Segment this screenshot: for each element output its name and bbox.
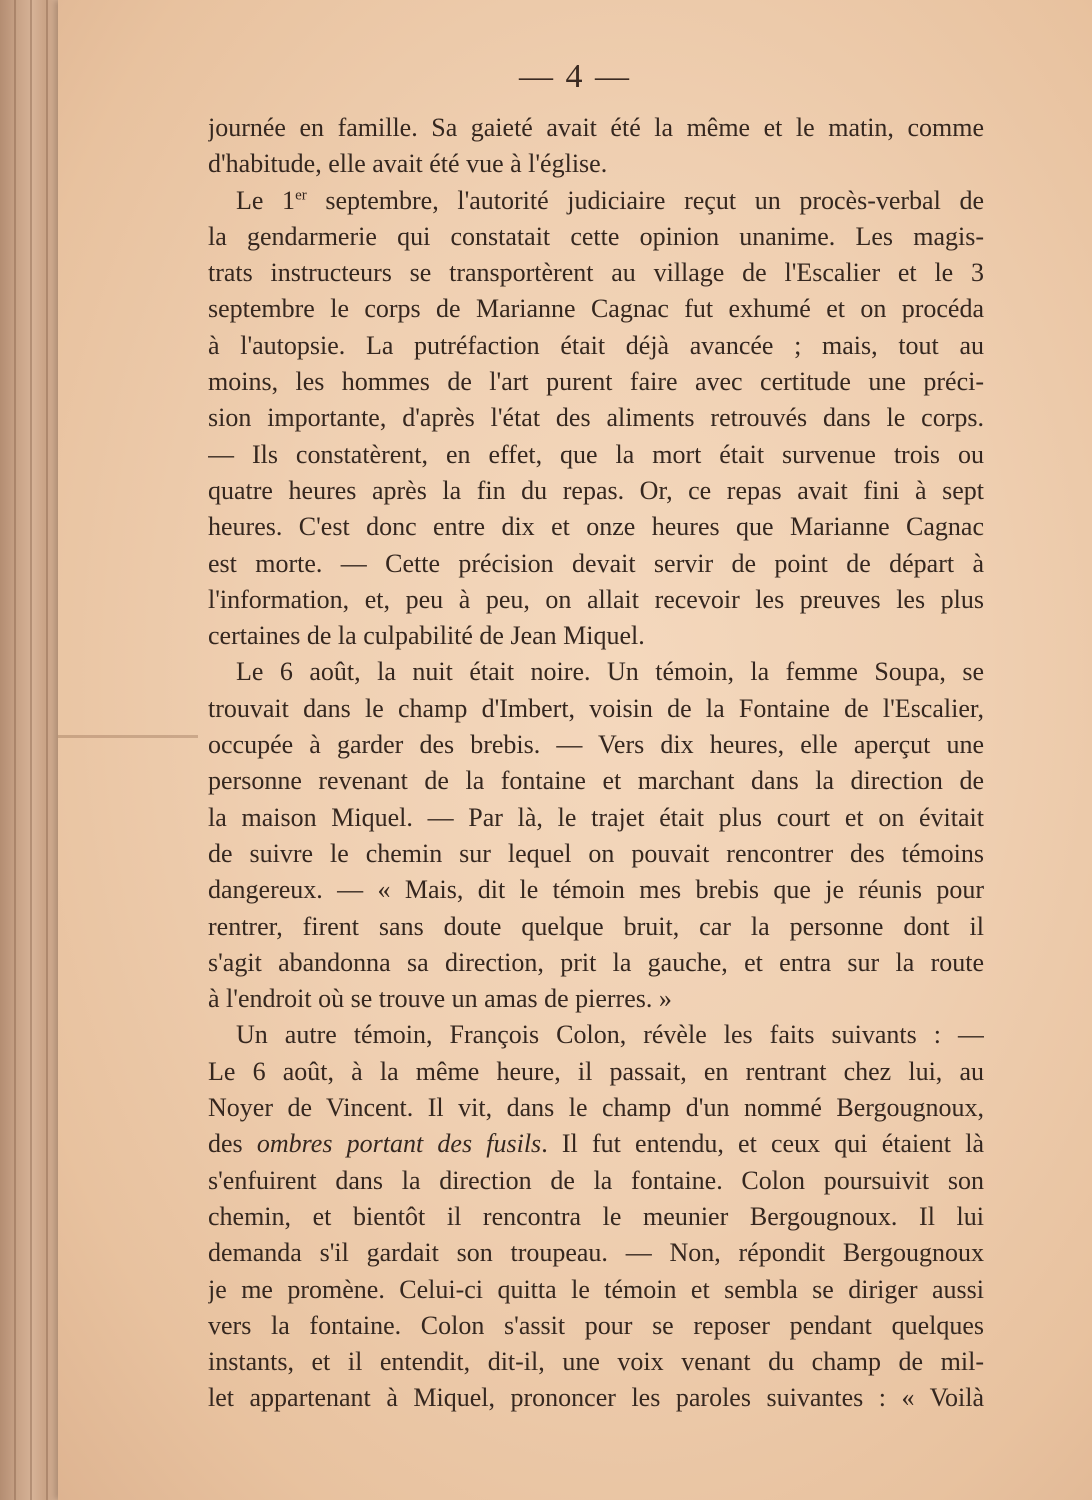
text-line: sion importante, d'après l'état des aliments retrouvés dans le corps. bbox=[208, 403, 984, 433]
ordinal-superscript: er bbox=[295, 186, 307, 203]
text-line: journée en famille. Sa gaieté avait été la même et le matin, comme bbox=[208, 113, 984, 142]
italic-phrase: ombres portant des fusils bbox=[256, 1129, 542, 1159]
text-line: la maison Miquel. — Par là, le trajet était plus court et on évitait bbox=[208, 802, 984, 832]
text-line: est morte. — Cette précision devait servir de point de départ à bbox=[208, 548, 984, 578]
text-line: demanda s'il gardait son troupeau. — Non, répondit Bergougnoux bbox=[208, 1238, 984, 1268]
text-line: à l'autopsie. La putréfaction était déjà avancée ; mais, tout au bbox=[208, 330, 984, 360]
text-line: occupée à garder des brebis. — Vers dix heures, elle aperçut une bbox=[208, 730, 984, 760]
text-line: s'enfuirent dans la direction de la fontaine. Colon poursuivit son bbox=[208, 1165, 984, 1195]
paper-crease bbox=[58, 735, 198, 738]
page-number: — 4 — bbox=[519, 58, 631, 95]
text-line: trats instructeurs se transportèrent au village de l'Escalier et le 3 bbox=[208, 258, 984, 288]
text-line: d'habitude, elle avait été vue à l'église. bbox=[208, 149, 608, 179]
text-line: moins, les hommes de l'art purent faire avec certitude une préci- bbox=[208, 367, 984, 397]
text-line: quatre heures après la fin du repas. Or, ce repas avait fini à sept bbox=[208, 475, 984, 505]
text-line: Noyer de Vincent. Il vit, dans le champ d'un nommé Bergougnoux, bbox=[208, 1093, 984, 1123]
text-line: septembre le corps de Marianne Cagnac fut exhumé et on procéda bbox=[208, 294, 984, 324]
text-line: s'agit abandonna sa direction, prit la gauche, et entra sur la route bbox=[208, 947, 984, 977]
page-edge-line bbox=[46, 0, 48, 1500]
text-line: l'information, et, peu à peu, on allait recevoir les preuves les plus bbox=[208, 584, 984, 614]
page-edge-line bbox=[14, 0, 16, 1500]
body-text bbox=[208, 110, 984, 1417]
text-line: vers la fontaine. Colon s'assit pour se reposer pendant quelques bbox=[208, 1310, 984, 1340]
text-line: Un autre témoin, François Colon, révèle les faits suivants : — bbox=[236, 1020, 984, 1050]
text-line: Le 6 août, la nuit était noire. Un témoin, la femme Soupa, se bbox=[236, 657, 984, 687]
text-line: — Ils constatèrent, en effet, que la mort était survenue trois ou bbox=[208, 439, 984, 469]
text-line: personne revenant de la fontaine et marchant dans la direction de bbox=[208, 766, 984, 796]
text-line: heures. C'est donc entre dix et onze heures que Marianne Cagnac bbox=[208, 512, 984, 542]
document-page bbox=[58, 0, 1092, 1500]
text-line: rentrer, firent sans doute quelque bruit, car la personne dont il bbox=[208, 911, 984, 941]
text-line: Le 1er septembre, l'autorité judiciaire reçut un procès-verbal de bbox=[236, 185, 984, 215]
text-line: des ombres portant des fusils. Il fut entendu, et ceux qui étaient là bbox=[208, 1129, 984, 1159]
text-line: la gendarmerie qui constatait cette opinion unanime. Les magis- bbox=[208, 221, 984, 251]
text-line: Le 6 août, à la même heure, il passait, en rentrant chez lui, au bbox=[208, 1056, 984, 1086]
text-line: chemin, et bientôt il rencontra le meunier Bergougnoux. Il lui bbox=[208, 1201, 984, 1231]
text-line: instants, et il entendit, dit-il, une voix venant du champ de mil- bbox=[208, 1347, 984, 1377]
text-line: dangereux. — « Mais, dit le témoin mes brebis que je réunis pour bbox=[208, 875, 984, 905]
text-line: je me promène. Celui-ci quitta le témoin et sembla se diriger aussi bbox=[208, 1274, 984, 1304]
text-line: trouvait dans le champ d'Imbert, voisin de la Fontaine de l'Escalier, bbox=[208, 693, 984, 723]
text-line: à l'endroit où se trouve un amas de pierres. » bbox=[208, 984, 672, 1014]
page-edge-line bbox=[30, 0, 32, 1500]
text-line: let appartenant à Miquel, prononcer les paroles suivantes : « Voilà bbox=[208, 1383, 984, 1413]
text-line: certaines de la culpabilité de Jean Miquel. bbox=[208, 621, 645, 651]
text-line: de suivre le chemin sur lequel on pouvait rencontrer des témoins bbox=[208, 838, 984, 868]
